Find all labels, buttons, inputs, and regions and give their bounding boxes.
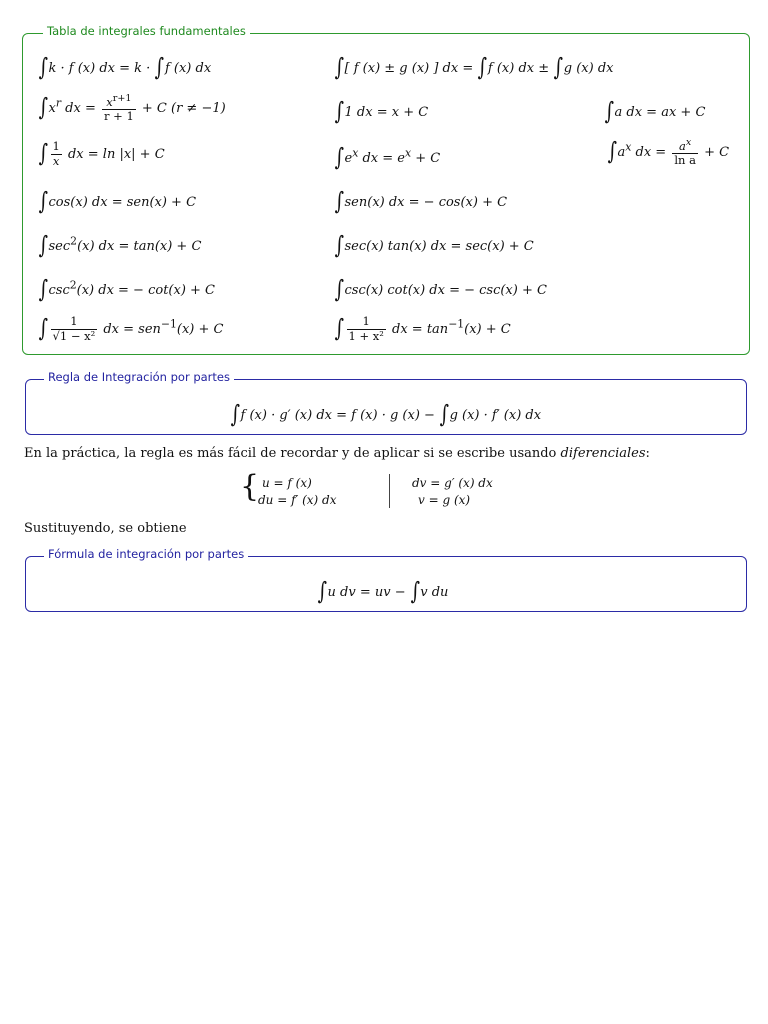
- differentials-separator: [389, 474, 390, 508]
- parts-formula: ∫u dv = uv − ∫v du: [317, 577, 449, 605]
- diff-u: u = f (x): [262, 476, 312, 490]
- left-brace: {: [240, 469, 260, 504]
- integrals-table-title: Tabla de integrales fundamentales: [43, 24, 250, 38]
- parts-rule-title: Regla de Integración por partes: [44, 370, 234, 384]
- formula-arctan: ∫ $\frac{1}{\text{1 + x²}}$ dx = $\tan^{-1}(x) + C$: [334, 314, 511, 343]
- formula-constant-multiple: ∫k · f (x) dx = k · ∫f (x) dx: [38, 53, 212, 81]
- formula-csc-cot: ∫csc(x) cot(x) dx = − csc(x) + C: [334, 275, 547, 303]
- formula-integral-constant: ∫a dx = ax + C: [604, 97, 706, 125]
- formula-cos: ∫cos(x) dx = sen(x) + C: [38, 187, 197, 215]
- diff-v: v = g (x): [418, 493, 471, 507]
- formula-sen: ∫sen(x) dx = − cos(x) + C: [334, 187, 508, 215]
- formula-integral-one: ∫1 dx = x + C: [334, 97, 429, 125]
- formula-power-rule: $\int x^r$ dx = $\frac{x^{r+1}}{r + 1}$ + C (r ≠ −1): [38, 92, 226, 124]
- formula-sec-squared: $\int\sec^2(x)$ dx = tan(x) + C: [38, 231, 202, 259]
- formula-csc-squared: $\int\csc^2(x)$ dx = − cot(x) + C: [38, 275, 215, 303]
- formula-sum-rule: ∫[ f (x) ± g (x) ] dx = ∫f (x) dx ± ∫g (x) dx: [334, 53, 614, 81]
- formula-arcsin: ∫ $\frac{1}{\text{√1 − x²}}$ dx = sen$^{-1}$(x) + C: [38, 314, 224, 343]
- paragraph-differentials: En la práctica, la regla es más fácil de recordar y de aplicar si se escribe usando diferenciales:: [24, 446, 650, 461]
- parts-rule-formula: ∫f (x) · g′ (x) dx = f (x) · g (x) − ∫g (x) · f′ (x) dx: [230, 400, 542, 428]
- formula-log-rule: ∫ $\frac{1}{x}$ dx = ln |x| + C: [38, 139, 165, 168]
- formula-exp-a: $\int a^x$ dx = $\frac{a^x}{\text{ln a}}$ + C: [607, 136, 730, 168]
- diff-dv: dv = g′ (x) dx: [412, 476, 493, 490]
- parts-formula-title: Fórmula de integración por partes: [44, 547, 248, 561]
- formula-exp-e: $\int e^x$ dx = $e^x + C$: [334, 143, 441, 171]
- paragraph-substituting: Sustituyendo, se obtiene: [24, 521, 187, 536]
- formula-sec-tan: ∫sec(x) tan(x) dx = sec(x) + C: [334, 231, 534, 259]
- diff-du: du = f′ (x) dx: [258, 493, 337, 507]
